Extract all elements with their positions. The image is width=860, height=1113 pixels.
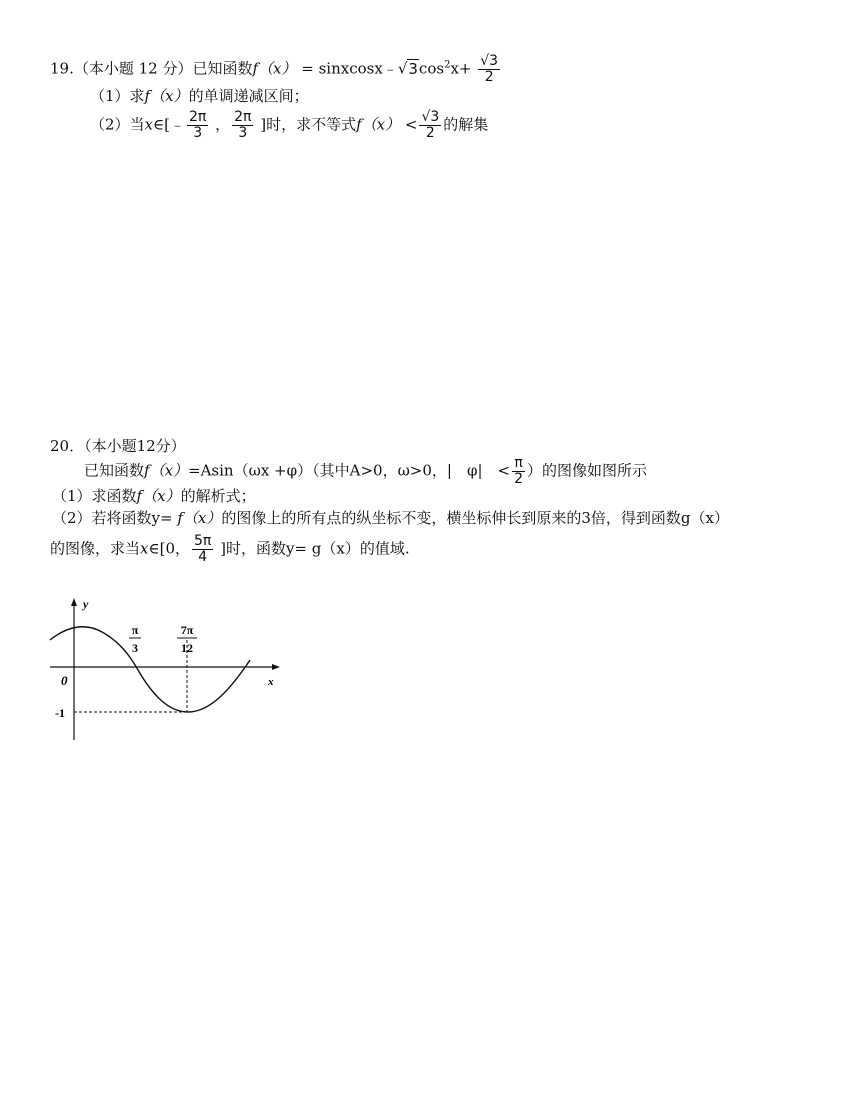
tick-pi-3-den: 3 [132,641,138,655]
q19-part2-comma: ， [210,115,231,134]
q20-part2-line1-prefix: （2）若将函数y= [52,509,178,527]
q19-part2-prefix: （2）当 [90,115,145,134]
q20-part2-line2-suffix: ]时，函数y= g（x）的值域. [215,539,410,558]
q19-part2-frac2: $\frac{2\pi}{3}$ [234,109,252,141]
origin-label: 0 [61,673,68,688]
q20-given-f: f（x） [144,461,189,480]
q20-number: 20． [50,437,85,455]
q20-part2-line2 [50,534,410,565]
q19-square: 2 [444,59,451,71]
q19-part2-mid: ]时，求不等式 [255,115,357,134]
q20-part1 [52,486,256,506]
q19-part2-frac3: $\frac{√3}{2}$ [421,109,440,141]
q20-given-prefix: 已知函数 [84,461,145,480]
q19-stem [50,54,502,85]
q20-given-suffix: ）的图像如图所示 [527,461,648,480]
q19-number: 19. [50,59,74,78]
y-axis-arrow [71,598,77,606]
q20-part2-line1 [52,508,729,528]
q19-equals: = sinxcosx﹣ [296,59,398,78]
q19-function-name: f（x） [252,59,297,78]
y-axis-label: y [83,597,89,611]
q19-part2-in: ∈[﹣ [153,115,185,134]
q19-header: （本小题 12 分）已知函数 [73,59,253,78]
q20-given-expr: =Asin（ωx +φ）（其中A>0，ω>0，| φ| < [188,461,511,480]
q19-part2-f: f（x） [356,115,401,134]
q19-x-plus: x+ [450,59,477,78]
q20-part2-frac: $\frac{5\pi}{4}$ [193,533,212,565]
x-axis-label: x [268,676,274,688]
q20-given [84,456,647,487]
q20-part1-suffix: 的解析式； [180,487,256,505]
q19-part2-lt: < [400,115,418,134]
q19-sqrt3: √3 [397,59,418,78]
min-value-label: -1 [55,706,65,720]
sine-graph [40,590,290,750]
q20-given-frac: $\frac{\pi}{2}$ [514,455,524,487]
q19-part1-suffix: 的单调递减区间； [188,87,309,105]
x-axis-arrow [272,664,280,670]
q19-part2 [90,110,488,141]
tick-pi-3-num: π [131,623,139,637]
q19-part1 [90,86,309,106]
q19-cos: cos [418,59,445,78]
q19-part1-f: f（x） [144,87,189,105]
q20-points: （本小题12分） [84,437,186,455]
q19-part1-prefix: （1）求 [90,87,145,105]
q19-fraction: $\frac{√3}{2}$ [480,53,499,85]
q20-part2-line2-x: x [140,539,149,558]
q20-part2-line2-prefix: 的图像，求当 [50,539,141,558]
sine-curve [50,627,250,712]
tick-7pi-12-num: 7π [180,623,194,637]
q20-part2-line2-in: ∈[0， [148,539,190,558]
q20-part2-line1-f: f（x） [177,509,222,527]
tick-7pi-12-den: 12 [181,641,193,655]
q19-part2-x: x [144,115,154,134]
q20-part1-prefix: （1）求函数 [52,487,137,505]
q19-part2-suffix: 的解集 [443,115,489,134]
q20-part1-f: f（x） [136,487,181,505]
q20-part2-line1-suffix: 的图像上的所有点的纵坐标不变，横坐标伸长到原来的3倍，得到函数g（x） [221,509,729,527]
q19-part2-frac1: $\frac{2\pi}{3}$ [188,109,207,141]
q20-title [50,436,186,456]
